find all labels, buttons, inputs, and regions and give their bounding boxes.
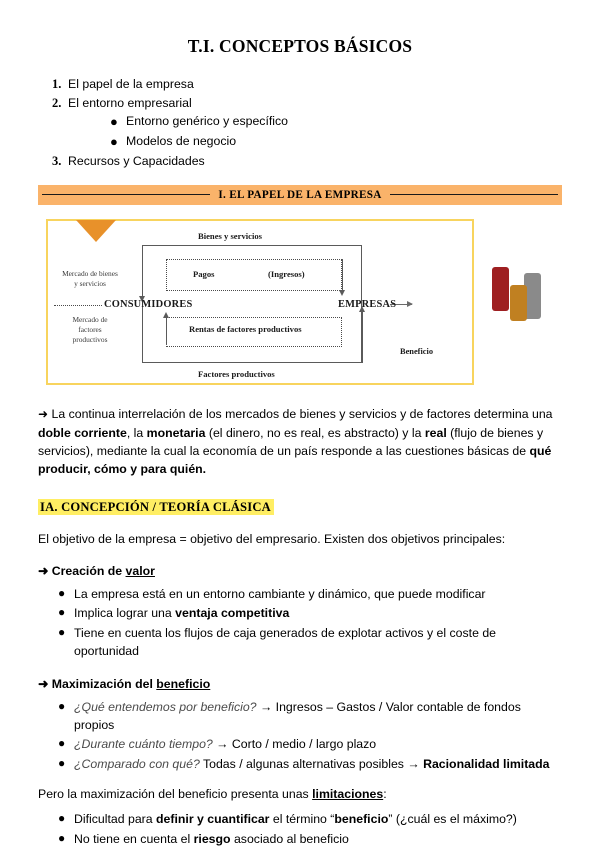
circular-flow-diagram	[38, 219, 562, 391]
intro-bold-1: doble corriente	[38, 425, 127, 440]
bullet-text: Todas / algunas alternativas posibles →	[199, 756, 424, 771]
diagram-label-payments: Pagos	[193, 268, 215, 279]
diagram-label-factors-market: Mercado de factores productivos	[72, 314, 108, 344]
banner-rule-right	[390, 194, 558, 195]
outline-subitem	[68, 132, 562, 152]
bullet-bold: ventaja competitiva	[175, 606, 290, 621]
valor-heading-underlined: valor	[125, 563, 155, 578]
bullet-icon: ●	[58, 698, 66, 713]
outline-label: Recursos y Capacidades	[68, 154, 205, 169]
arrow-factors-to-firms-icon	[362, 311, 363, 363]
bullet-icon: ●	[110, 114, 118, 130]
bullet-bold: Racionalidad limitada	[423, 756, 550, 771]
subsection-heading-wrap	[38, 498, 562, 516]
limitaciones-lead-text: Pero la maximización del beneficio presenta unas	[38, 787, 313, 802]
subsection-heading: IA. CONCEPCIÓN / TEORÍA CLÁSICA	[38, 499, 274, 515]
outline-item-3	[38, 152, 562, 171]
bullet-icon: ●	[58, 811, 66, 826]
limitaciones-lead-bold: limitaciones	[312, 787, 384, 802]
coin-stack-gold	[510, 285, 527, 321]
outline-number: 1.	[52, 77, 62, 91]
intro-bold-4: qué producir, cómo y para quién.	[38, 443, 552, 476]
maximizacion-heading-text: Maximización del	[51, 676, 157, 691]
list-item	[38, 830, 562, 848]
bullet-bold-1: riesgo	[193, 831, 231, 846]
outline-label: El papel de la empresa	[68, 77, 194, 91]
maximizacion-bullet-list	[38, 698, 562, 774]
bullet-text: La empresa está en un entorno cambiante y dinámico, que puede modificar	[74, 586, 486, 601]
banner-title: I. EL PAPEL DE LA EMPRESA	[218, 188, 382, 201]
diagram-label-goods: Bienes y servicios	[198, 230, 262, 241]
section-intro-paragraph: El objetivo de la empresa = objetivo del empresario. Existen dos objetivos principales:	[38, 531, 506, 546]
outline-item-2	[38, 94, 562, 153]
diagram-label-profit: Beneficio	[400, 346, 434, 356]
page-title: T.I. CONCEPTOS BÁSICOS	[187, 36, 413, 56]
diagram-label-income: (Ingresos)	[268, 268, 305, 279]
limitaciones-lead	[38, 785, 562, 803]
intro-paragraph	[38, 405, 562, 478]
intro-bold-3: real	[424, 425, 447, 440]
bullet-text: Corto / medio / largo plazo	[231, 737, 377, 752]
outline-sublist	[68, 112, 562, 152]
arrow-glyph-icon: ➜	[38, 676, 49, 691]
maximizacion-heading-underlined: beneficio	[156, 676, 211, 691]
coin-stack-red	[492, 267, 509, 311]
triangle-marker-icon	[76, 220, 116, 242]
list-item	[38, 755, 562, 773]
bullet-text: Tiene en cuenta los flujos de caja generados de explotar activos y el coste de oportunidad	[74, 625, 496, 659]
list-item	[38, 810, 562, 828]
arrow-payments-icon	[342, 259, 343, 291]
outline-subitem	[68, 112, 562, 132]
arrow-glyph-icon: ➜	[38, 563, 49, 578]
valor-heading-text: Creación de	[51, 563, 126, 578]
intro-text-4: (flujo de bienes y servicios), mediante la cual la economía de un país responde a las cuestiones básicas de	[38, 425, 544, 458]
coin-stacks-icon	[490, 267, 552, 323]
bullet-bold-1: definir y cuantificar	[156, 812, 270, 827]
diagram-label-goods-market: Mercado de bienes y servicios	[62, 268, 118, 288]
bullet-icon: ●	[58, 830, 66, 845]
outline-label: El entorno empresarial	[68, 95, 192, 110]
bullet-icon: ●	[58, 755, 66, 770]
bullet-text-1: Dificultad para	[74, 812, 157, 827]
diagram-label-consumers: CONSUMIDORES	[104, 298, 193, 310]
limitaciones-lead-end: :	[383, 787, 387, 802]
arrow-rents-icon	[166, 317, 167, 345]
list-item	[38, 585, 562, 603]
arrow-glyph-icon: ➜	[38, 406, 49, 421]
diagram-label-firms: EMPRESAS	[338, 298, 397, 310]
outline-sublabel: Entorno genérico y específico	[126, 114, 289, 129]
maximizacion-heading	[38, 677, 562, 691]
bullet-text: Ingresos – Gastos / Valor contable de fondos propios	[74, 699, 521, 732]
bullet-icon: ●	[58, 736, 66, 751]
bullet-italic: ¿Comparado con qué?	[74, 756, 200, 771]
market-divider-dotted-icon	[54, 305, 102, 306]
bullet-arrow: →	[256, 699, 276, 714]
outline-list	[38, 75, 562, 171]
intro-text-3: (el dinero, no es real, es abstracto) y la	[205, 425, 425, 440]
bullet-icon: ●	[58, 605, 66, 620]
bullet-icon: ●	[58, 624, 66, 639]
list-item	[38, 624, 562, 661]
limitaciones-bullet-list	[38, 810, 562, 848]
section-banner	[38, 185, 562, 205]
banner-rule-left	[42, 194, 210, 195]
bullet-text-1: No tiene en cuenta el	[74, 831, 194, 846]
outline-number: 2.	[52, 95, 62, 110]
bullet-italic: ¿Qué entendemos por beneficio?	[74, 699, 257, 714]
list-item	[38, 604, 562, 622]
bullet-text-2: asociado al beneficio	[230, 831, 349, 846]
list-item	[38, 698, 562, 735]
outline-number: 3.	[52, 154, 62, 169]
valor-heading	[38, 564, 562, 578]
outline-sublabel: Modelos de negocio	[126, 134, 237, 149]
intro-text-1: La continua interrelación de los mercados de bienes y servicios y de factores determina una	[51, 406, 553, 421]
arrow-goods-to-consumers-icon	[142, 245, 143, 297]
diagram-label-rents: Rentas de factores productivos	[189, 323, 302, 334]
intro-text-2: , la	[126, 425, 147, 440]
bullet-bold-2: beneficio	[334, 812, 389, 827]
bullet-icon: ●	[110, 134, 118, 150]
bullet-text-2: el término “	[269, 812, 335, 827]
bullet-italic: ¿Durante cuánto tiempo?	[74, 737, 213, 752]
bullet-text: Implica lograr una	[74, 606, 176, 621]
valor-bullet-list	[38, 585, 562, 661]
outline-item-1	[38, 75, 562, 94]
list-item	[38, 735, 562, 753]
intro-bold-2: monetaria	[146, 425, 206, 440]
bullet-text-3: ” (¿cuál es el máximo?)	[388, 812, 517, 827]
diagram-label-factors: Factores productivos	[198, 368, 275, 379]
bullet-icon: ●	[58, 585, 66, 600]
bullet-arrow: →	[212, 737, 232, 752]
